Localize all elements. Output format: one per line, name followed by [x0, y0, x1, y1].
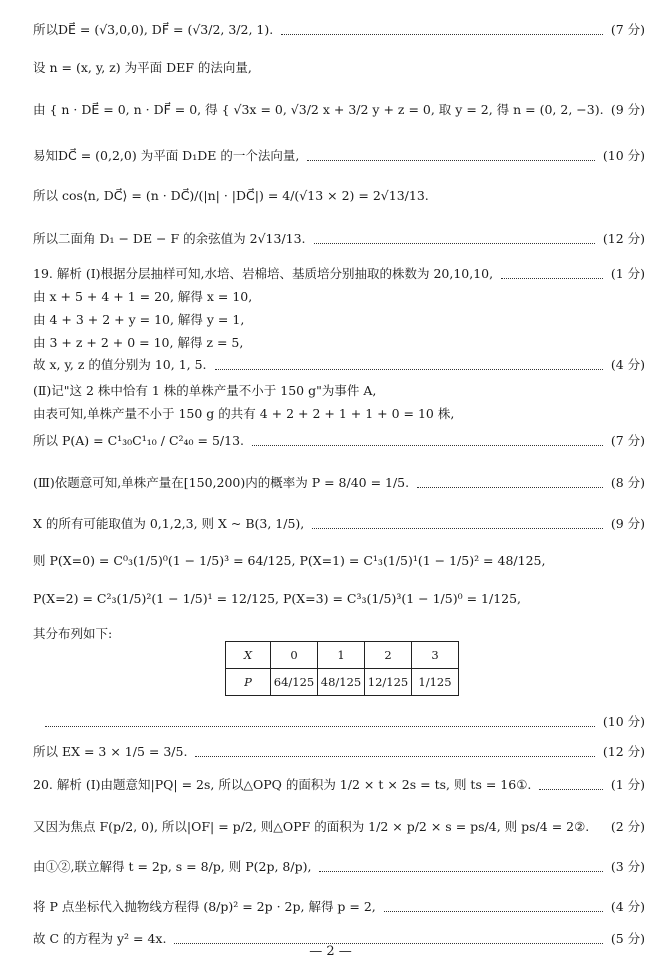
leader-dots — [45, 712, 595, 727]
solution-line — [0, 591, 661, 611]
leader-dots — [252, 431, 603, 446]
solution-text: 故 C 的方程为 y² = 4x. — [33, 931, 167, 946]
solution-line — [0, 775, 661, 795]
page-number: — 2 — — [309, 944, 352, 959]
score-points: (7 分) — [610, 22, 645, 37]
solution-text: 其分布列如下: — [33, 626, 113, 641]
leader-dots — [319, 857, 603, 872]
leader-dots — [539, 775, 603, 790]
table-cell: 1 — [318, 642, 365, 669]
solution-line — [0, 287, 661, 307]
solution-text: P(X=2) = C²₃(1/5)²(1 − 1/5)¹ = 12/125, P(X=3) = C³₃(1/5)³(1 − 1/5)⁰ = 1/125, — [33, 591, 522, 606]
solution-text: 由 { n · DE⃗ = 0, n · DF⃗ = 0, 得 { √3x = 0, √3/2 x + 3/2 y + z = 0, 取 y = 2, 得 n = (0, 2, −3). — [33, 102, 604, 117]
solution-text: 又因为焦点 F(p/2, 0), 所以|OF| = p/2, 则△OPF 的面积为 1/2 × p/2 × s = ps/4, 则 ps/4 = 2②. — [33, 819, 590, 834]
solution-line — [0, 310, 661, 330]
solution-line — [0, 100, 661, 120]
table-cell: 3 — [412, 642, 459, 669]
solution-text: 由表可知,单株产量不小于 150 g 的共有 4 + 2 + 2 + 1 + 1 + 0 = 10 株, — [33, 406, 455, 421]
solution-text: (Ⅲ)依题意可知,单株产量在[150,200)内的概率为 P = 8/40 = 1/5. — [33, 475, 410, 490]
score-points: (4 分) — [610, 357, 645, 372]
solution-line — [0, 514, 661, 534]
table-cell: 48/125 — [318, 669, 365, 696]
solution-line — [0, 229, 661, 249]
table-cell: 0 — [271, 642, 318, 669]
solution-line — [0, 58, 661, 78]
solution-line — [0, 333, 661, 353]
score-points: (1 分) — [610, 266, 645, 281]
solution-text: 所以 P(A) = C¹₃₀C¹₁₀ / C²₄₀ = 5/13. — [33, 433, 244, 448]
solution-line — [0, 897, 661, 917]
solution-line — [0, 857, 661, 877]
score-points: (12 分) — [602, 231, 645, 246]
score-points: (4 分) — [610, 899, 645, 914]
solution-text: X 的所有可能取值为 0,1,2,3, 则 X ~ B(3, 1/5), — [33, 516, 305, 531]
leader-dots — [195, 742, 595, 757]
table-cell: 2 — [365, 642, 412, 669]
distribution-table — [225, 641, 459, 696]
solution-text: 故 x, y, z 的值分别为 10, 1, 5. — [33, 357, 207, 372]
solution-text: 由 3 + z + 2 + 0 = 10, 解得 z = 5, — [33, 335, 244, 350]
solution-line — [0, 186, 661, 206]
solution-line — [0, 473, 661, 493]
solution-text: 由 4 + 3 + 2 + y = 10, 解得 y = 1, — [33, 312, 245, 327]
leader-dots — [307, 146, 595, 161]
solution-line — [0, 146, 661, 166]
score-points: (3 分) — [610, 859, 645, 874]
table-cell: P — [226, 669, 271, 696]
solution-line — [0, 20, 661, 40]
score-points: (2 分) — [610, 819, 645, 834]
solution-text: (Ⅱ)记"这 2 株中恰有 1 株的单株产量不小于 150 g"为事件 A, — [33, 383, 377, 398]
table-cell: 1/125 — [412, 669, 459, 696]
solution-text: 20. 解析 (Ⅰ)由题意知|PQ| = 2s, 所以△OPQ 的面积为 1/2 × t × 2s = ts, 则 ts = 16①. — [33, 777, 532, 792]
score-points: (5 分) — [610, 931, 645, 946]
solution-text: 则 P(X=0) = C⁰₃(1/5)⁰(1 − 1/5)³ = 64/125, P(X=1) = C¹₃(1/5)¹(1 − 1/5)² = 48/125, — [33, 553, 546, 568]
table-row-p — [226, 669, 459, 696]
solution-text: 所以二面角 D₁ − DE − F 的余弦值为 2√13/13. — [33, 231, 306, 246]
solution-text: 设 n = (x, y, z) 为平面 DEF 的法向量, — [33, 60, 252, 75]
solution-line — [0, 404, 661, 424]
solution-text: 19. 解析 (Ⅰ)根据分层抽样可知,水培、岩棉培、基质培分别抽取的株数为 20,10,10, — [33, 266, 494, 281]
solution-line — [0, 551, 661, 571]
table-cell: 12/125 — [365, 669, 412, 696]
score-points: (12 分) — [602, 744, 645, 759]
score-points: (10 分) — [602, 714, 645, 729]
solution-line — [0, 742, 661, 762]
solution-line — [0, 381, 661, 401]
leader-dots — [501, 264, 603, 279]
leader-dots — [215, 355, 603, 370]
score-points: (9 分) — [610, 102, 645, 117]
leader-dots — [384, 897, 603, 912]
leader-dots — [417, 473, 603, 488]
solution-text: 由 x + 5 + 4 + 1 = 20, 解得 x = 10, — [33, 289, 253, 304]
table-cell: 64/125 — [271, 669, 318, 696]
solution-text: 所以DE⃗ = (√3,0,0), DF⃗ = (√3/2, 3/2, 1). — [33, 22, 274, 37]
solution-line — [0, 355, 661, 375]
table-row-x — [226, 642, 459, 669]
solution-text: 所以 EX = 3 × 1/5 = 3/5. — [33, 744, 188, 759]
solution-text: 所以 cos⟨n, DC⃗⟩ = (n · DC⃗)/(|n| · |DC⃗|) = 4/(√13 × 2) = 2√13/13. — [33, 188, 429, 203]
score-points: (8 分) — [610, 475, 645, 490]
solution-text: 易知DC⃗ = (0,2,0) 为平面 D₁DE 的一个法向量, — [33, 148, 300, 163]
score-points: (1 分) — [610, 777, 645, 792]
leader-dots — [174, 929, 603, 944]
solution-line — [0, 817, 661, 837]
table-cell: X — [226, 642, 271, 669]
solution-text: 将 P 点坐标代入抛物线方程得 (8/p)² = 2p · 2p, 解得 p = 2, — [33, 899, 376, 914]
score-points: (7 分) — [610, 433, 645, 448]
leader-dots — [314, 229, 595, 244]
leader-dots — [281, 20, 603, 35]
score-points: (9 分) — [610, 516, 645, 531]
solution-line — [0, 431, 661, 451]
solution-text: 由①②,联立解得 t = 2p, s = 8/p, 则 P(2p, 8/p), — [33, 859, 312, 874]
solution-line — [0, 712, 661, 732]
solution-line — [0, 264, 661, 284]
leader-dots — [312, 514, 603, 529]
score-points: (10 分) — [602, 148, 645, 163]
